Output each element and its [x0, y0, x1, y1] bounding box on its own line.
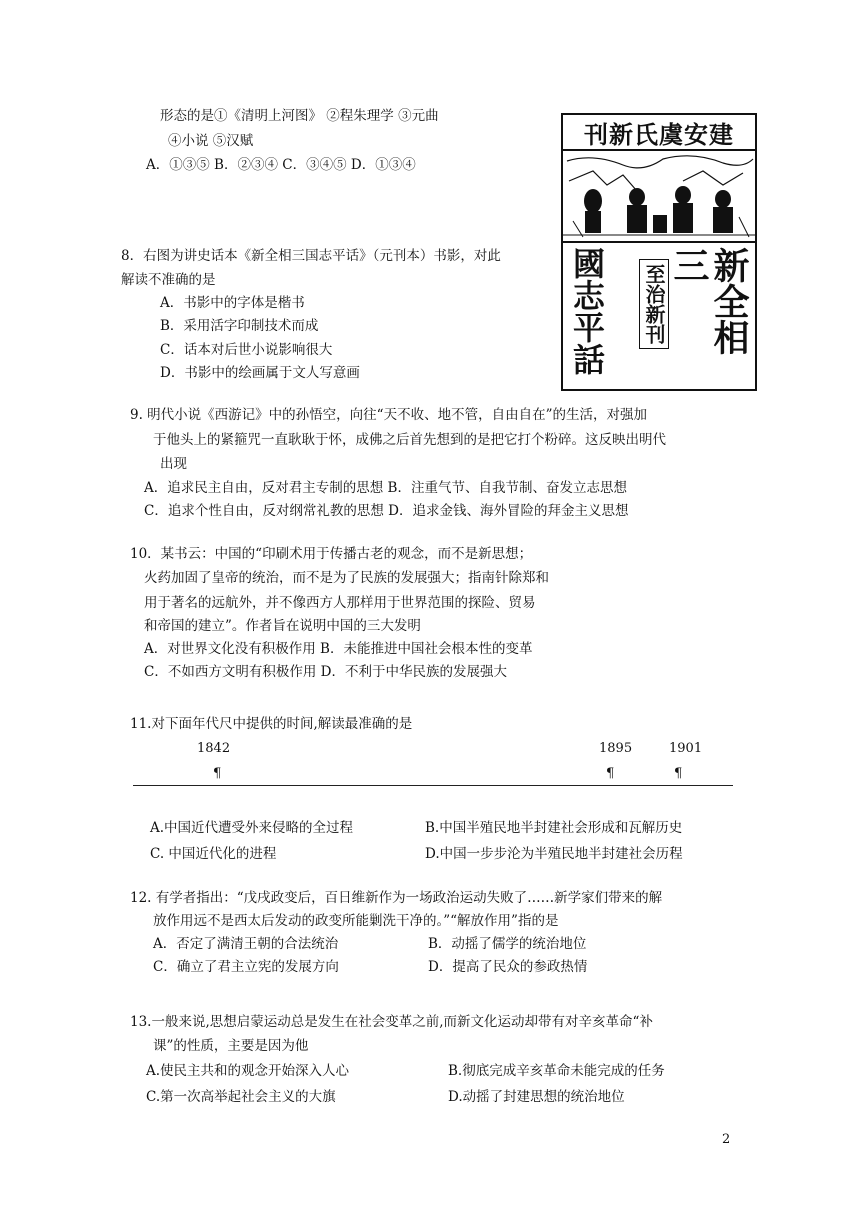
book-cover-top-text: 刊新氏虞安建 [584, 119, 734, 149]
book-title-middle-column: 至治新刊 [639, 259, 669, 349]
q13-line2: 课”的性质，主要是因为他 [153, 1038, 309, 1054]
q10-line3: 用于著名的远航外，并不像西方人那样用于世界范围的探险、贸易 [144, 595, 536, 611]
q12-option-c: C．确立了君主立宪的发展方向 [153, 959, 339, 975]
timeline-axis [133, 785, 733, 786]
q9-line1: 9. 明代小说《西游记》中的孙悟空，向往“天不收、地不管，自由自在”的生活，对强加 [130, 407, 647, 423]
q10-line1: 10．某书云：中国的“印刷术用于传播古老的观念，而不是新思想； [130, 546, 533, 562]
q11-option-d: D.中国一步步沦为半殖民地半封建社会历程 [425, 846, 683, 862]
q7-line2: ④小说 ⑤汉赋 [168, 133, 254, 149]
book-cover-image [561, 113, 757, 391]
timeline-mark-1895: ¶ [606, 766, 615, 781]
q10-line2: 火药加固了皇帝的统治，而不是为了民族的发展强大；指南针除郑和 [144, 570, 549, 586]
q10-line4: 和帝国的建立”。作者旨在说明中国的三大发明 [144, 618, 421, 634]
q7-options: A．①③⑤ B．②③④ C．③④⑤ D．①③④ [146, 157, 416, 173]
page-number: 2 [722, 1132, 731, 1147]
timeline-year-1842: 1842 [197, 741, 231, 756]
q12-option-b: B．动摇了儒学的统治地位 [428, 936, 587, 952]
q11-option-c: C. 中国近代化的进程 [150, 846, 277, 862]
q12-option-d: D．提高了民众的参政热情 [428, 959, 588, 975]
q8-line2: 解读不准确的是 [121, 272, 216, 288]
q7-line1: 形态的是①《清明上河图》 ②程朱理学 ③元曲 [160, 108, 439, 124]
book-cover-top-banner [563, 115, 755, 151]
q12-option-a: A．否定了满清王朝的合法统治 [153, 936, 339, 952]
q9-options-cd: C．追求个性自由，反对纲常礼教的思想 D．追求金钱、海外冒险的拜金主义思想 [144, 503, 629, 519]
q12-line1: 12. 有学者指出：“戊戌政变后，百日维新作为一场政治运动失败了……新学家们带来的解 [130, 890, 663, 906]
timeline-mark-1901: ¶ [674, 766, 683, 781]
q12-line2: 放作用远不是西太后发动的政变所能剿洗干净的。”“解放作用”指的是 [153, 913, 559, 929]
q13-line1: 13.一般来说,思想启蒙运动总是发生在社会变革之前,而新文化运动却带有对辛亥革命“补 [130, 1014, 653, 1030]
q11-line1: 11.对下面年代尺中提供的时间,解读最准确的是 [130, 716, 413, 732]
q11-option-b: B.中国半殖民地半封建社会形成和瓦解历史 [425, 820, 683, 836]
q10-options-cd: C．不如西方文明有积极作用 D．不利于中华民族的发展强大 [144, 664, 507, 680]
q11-option-a: A.中国近代遭受外来侵略的全过程 [150, 820, 354, 836]
book-cover-title-panel [563, 243, 755, 389]
q13-option-b: B.彻底完成辛亥革命未能完成的任务 [448, 1063, 665, 1079]
timeline-year-1895: 1895 [599, 741, 633, 756]
q8-option-d: D．书影中的绘画属于文人写意画 [160, 365, 360, 381]
q10-options-ab: A．对世界文化没有积极作用 B．未能推进中国社会根本性的变革 [144, 641, 533, 657]
q9-options-ab: A．追求民主自由，反对君主专制的思想 B．注重气节、自我节制、奋发立志思想 [144, 480, 627, 496]
q13-option-d: D.动摇了封建思想的统治地位 [448, 1089, 625, 1105]
q8-option-b: B．采用活字印制技术而成 [160, 318, 319, 334]
timeline-mark-1842: ¶ [213, 766, 222, 781]
q9-line3: 出现 [160, 456, 187, 472]
book-cover-illustration [563, 151, 755, 243]
q8-option-a: A．书影中的字体是楷书 [160, 295, 305, 311]
book-title-right-column: 新全相三 [668, 247, 750, 355]
q13-option-c: C.第一次高举起社会主义的大旗 [146, 1089, 336, 1105]
book-title-left-column: 國志平話 [568, 247, 606, 375]
timeline-year-1901: 1901 [669, 741, 703, 756]
q8-option-c: C．话本对后世小说影响很大 [160, 342, 333, 358]
q13-option-a: A.使民主共和的观念开始深入人心 [146, 1063, 350, 1079]
q8-line1: 8．右图为讲史话本《新全相三国志平话》（元刊本）书影，对此 [121, 248, 501, 264]
q9-line2: 于他头上的紧箍咒一直耿耿于怀，成佛之后首先想到的是把它打个粉碎。这反映出明代 [153, 432, 666, 448]
